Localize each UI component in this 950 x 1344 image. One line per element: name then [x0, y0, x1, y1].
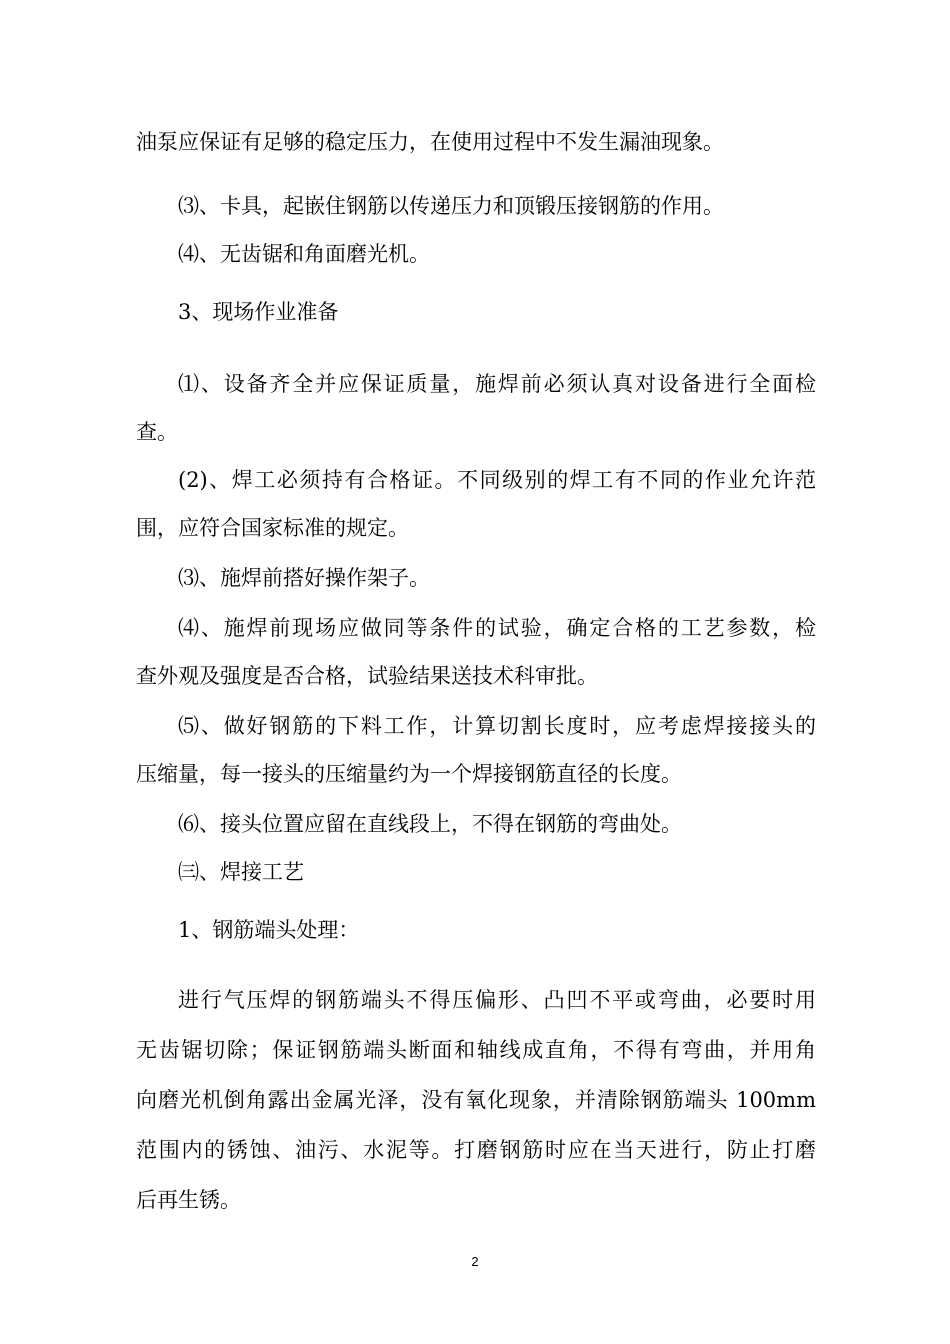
- text-line: ⑹、接头位置应留在直线段上，不得在钢筋的弯曲处。: [178, 812, 682, 836]
- section-heading: ㈢、焊接工艺: [178, 860, 304, 884]
- section-heading: 1、钢筋端头处理：: [178, 918, 360, 942]
- text-line: ⑴、设备齐全并应保证质量，施焊前必须认真对设备进行全面检: [178, 372, 816, 396]
- page-number: 2: [471, 1254, 479, 1269]
- section-heading: 3、现场作业准备: [178, 300, 339, 324]
- text-line: 范围内的锈蚀、油污、水泥等。打磨钢筋时应在当天进行，防止打磨: [136, 1138, 816, 1162]
- text-line: ⑷、施焊前现场应做同等条件的试验，确定合格的工艺参数，检: [178, 616, 816, 640]
- text-line: 无齿锯切除；保证钢筋端头断面和轴线成直角，不得有弯曲，并用角: [136, 1038, 816, 1062]
- text-line: ⑷、无齿锯和角面磨光机。: [178, 242, 430, 266]
- text-line: ⑶、卡具，起嵌住钢筋以传递压力和顶锻压接钢筋的作用。: [178, 194, 724, 218]
- text-line: 压缩量，每一接头的压缩量约为一个焊接钢筋直径的长度。: [136, 762, 682, 786]
- text-line: ⑶、施焊前搭好操作架子。: [178, 566, 430, 590]
- text-line: 进行气压焊的钢筋端头不得压偏形、凸凹不平或弯曲，必要时用: [178, 988, 816, 1012]
- text-line: 向磨光机倒角露出金属光泽，没有氧化现象，并清除钢筋端头 100mm: [136, 1088, 816, 1112]
- text-line: 油泵应保证有足够的稳定压力，在使用过程中不发生漏油现象。: [136, 130, 724, 154]
- text-line: ⑸、做好钢筋的下料工作，计算切割长度时，应考虑焊接接头的: [178, 714, 816, 738]
- text-line: 后再生锈。: [136, 1188, 241, 1212]
- text-line: 围，应符合国家标准的规定。: [136, 516, 409, 540]
- text-line: 查。: [136, 420, 178, 444]
- text-line: (2)、焊工必须持有合格证。不同级别的焊工有不同的作业允许范: [178, 468, 816, 492]
- text-line: 查外观及强度是否合格，试验结果送技术科审批。: [136, 664, 598, 688]
